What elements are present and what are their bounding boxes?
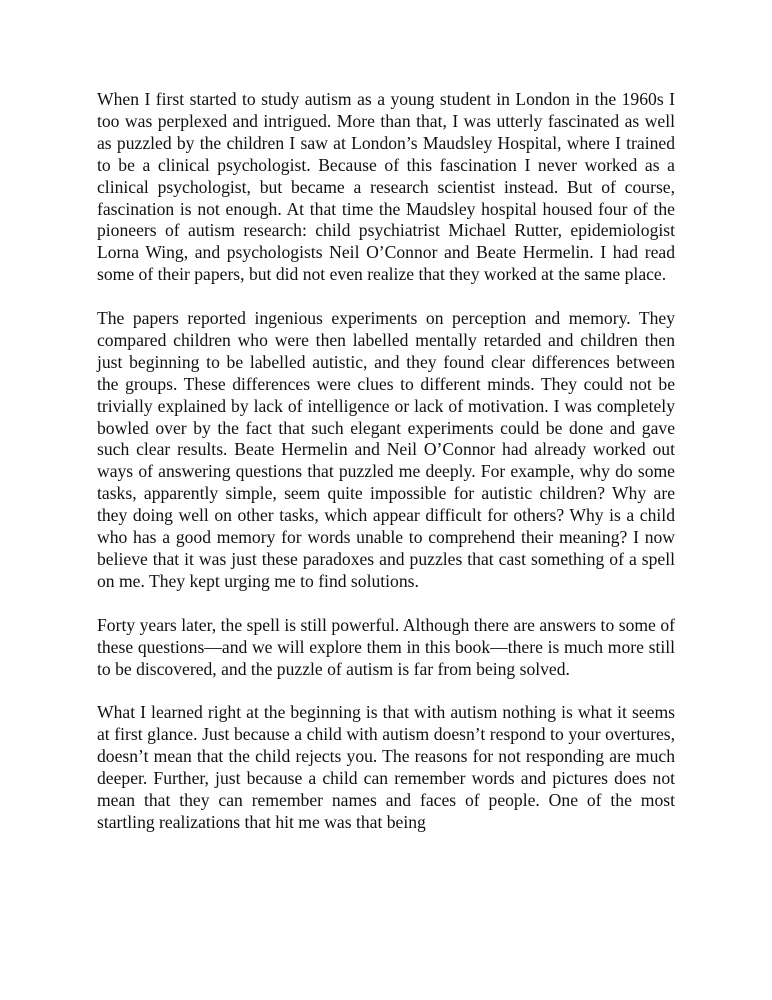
paragraph-2: The papers reported ingenious experiments on perception and memory. They compared children who were then labelled mentally retarded and children then just beginning to be labelled autistic, and they found clear differences between the groups. These differences were clues to different minds. They could not be trivially explained by lack of intelligence or lack of motivation. I was completely bowled over by the fact that such elegant experiments could be done and gave such clear results. Beate Hermelin and Neil O’Connor had already worked out ways of answering questions that puzzled me deeply. For example, why do some tasks, apparently simple, seem quite impossible for autistic children? Why are they doing well on other tasks, which appear difficult for others? Why is a child who has a good memory for words unable to comprehend their meaning? I now believe that it was just these paradoxes and puzzles that cast something of a spell on me. They kept urging me to find solutions. [97,308,675,591]
paragraph-1: When I first started to study autism as a young student in London in the 1960s I too was perplexed and intrigued. More than that, I was utterly fascinated as well as puzzled by the children I saw at London’s Maudsley Hospital, where I trained to be a clinical psychologist. Because of this fascination I never worked as a clinical psychologist, but became a research scientist instead. But of course, fascination is not enough. At that time the Maudsley hospital housed four of the pioneers of autism research: child psychiatrist Michael Rutter, epidemiologist Lorna Wing, and psychologists Neil O’Connor and Beate Hermelin. I had read some of their papers, but did not even realize that they worked at the same place. [97,89,675,285]
paragraph-4: What I learned right at the beginning is that with autism nothing is what it seems at first glance. Just because a child with autism doesn’t respond to your overtures, doesn’t mean that the child rejects you. The reasons for not responding are much deeper. Further, just because a child can remember words and pictures does not mean that they can remember names and faces of people. One of the most startling realizations that hit me was that being [97,702,675,832]
paragraph-3: Forty years later, the spell is still powerful. Although there are answers to some of these questions—and we will explore them in this book—there is much more still to be discovered, and the puzzle of autism is far from being solved. [97,614,675,679]
body-text [97,89,675,856]
